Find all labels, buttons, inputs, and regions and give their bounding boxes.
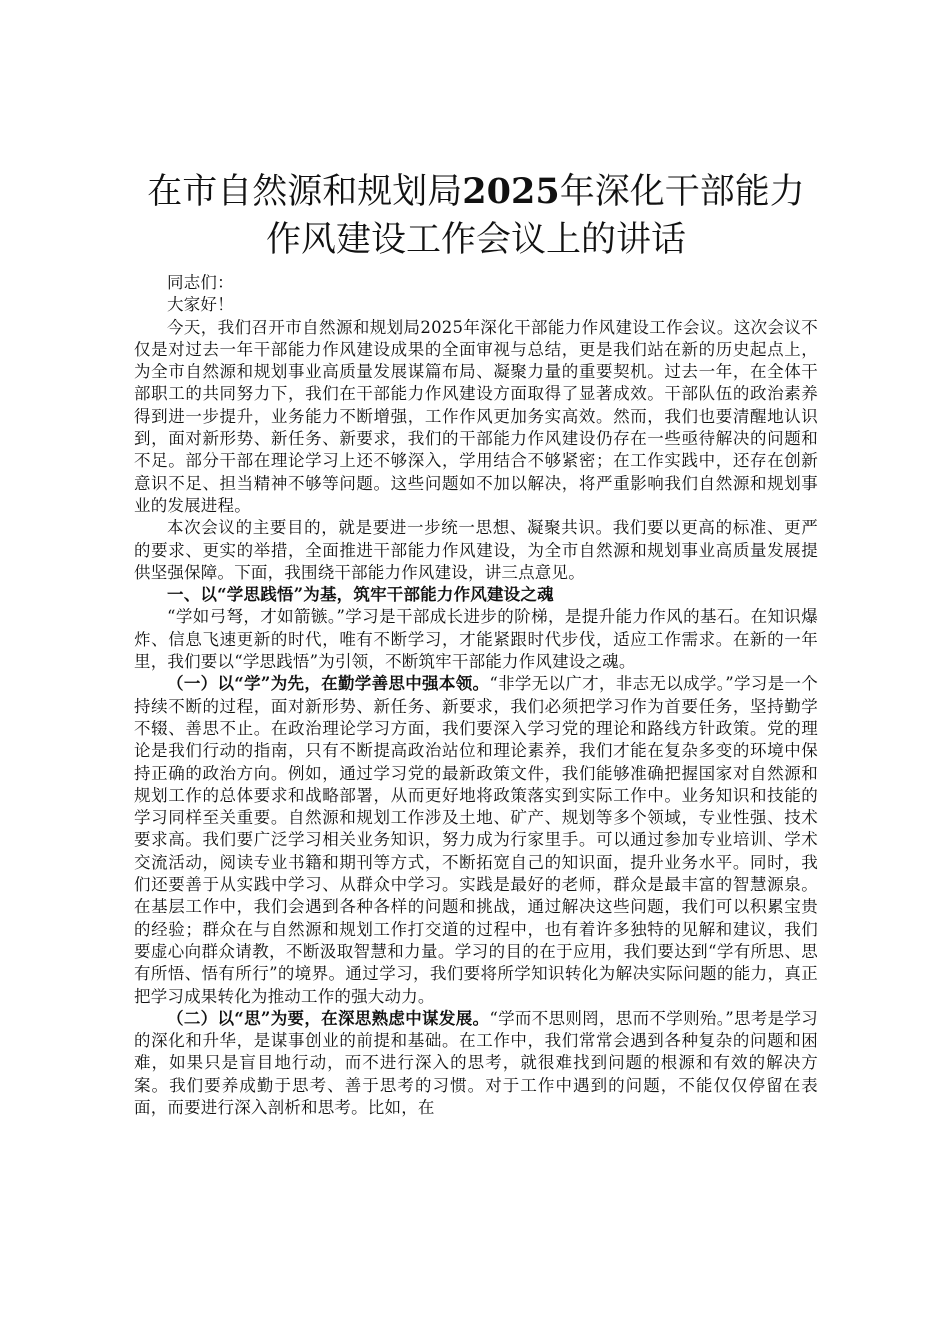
document-content	[134, 168, 818, 1119]
title-part-2: 年深化干部能力作风建设工作会议上的讲话	[265, 172, 805, 260]
subsection-2-text: “学而不思则罔，思而不学则殆。”思考是学习的深化和升华，是谋事创业的前提和基础。在工作中，我们常常会遇到各种复杂的问题和困难，如果只是盲目地行动，而不进行深入的思考，就很难找到问题的根源和有效的解决方案。我们要养成勤于思考、善于思考的习惯。对于工作中遇到的问题，不能仅仅停留在表面，而要进行深入剖析和思考。比如，在	[134, 1008, 818, 1117]
document-title	[134, 168, 818, 264]
section-heading-1: 一、以“学思践悟”为基，筑牢干部能力作风建设之魂	[167, 585, 554, 605]
paragraph-intro: 今天，我们召开市自然源和规划局2025年深化干部能力作风建设工作会议。这次会议不仅是对过去一年干部能力作风建设成果的全面审视与总结，更是我们站在新的历史起点上，为全市自然源和规划事业高质量发展谋篇布局、凝聚力量的重要契机。过去一年，在全体干部职工的共同努力下，我们在干部能力作风建设方面取得了显著成效。干部队伍的政治素养得到进一步提升，业务能力不断增强，工作作风更加务实高效。然而，我们也要清醒地认识到，面对新形势、新任务、新要求，我们的干部能力作风建设仍存在一些亟待解决的问题和不足。部分干部在理论学习上还不够深入，学用结合不够紧密；在工作实践中，还存在创新意识不足、担当精神不够等问题。这些问题如不加以解决，将严重影响我们自然源和规划事业的发展进程。	[134, 317, 818, 515]
paragraph-purpose: 本次会议的主要目的，就是要进一步统一思想、凝聚共识。我们要以更高的标准、更严的要求、更实的举措，全面推进干部能力作风建设，为全市自然源和规划事业高质量发展提供坚强保障。下面，我围绕干部能力作风建设，讲三点意见。	[134, 518, 818, 582]
subsection-1-lead: （一）以“学”为先，在勤学善思中强本领。	[167, 674, 490, 694]
document-body	[134, 272, 818, 1119]
paragraph-section-1-intro: “学如弓弩，才如箭镞。”学习是干部成长进步的阶梯，是提升能力作风的基石。在知识爆炸、信息飞速更新的时代，唯有不断学习，才能紧跟时代步伐，适应工作需求。在新的一年里，我们要以“学思践悟”为引领，不断筑牢干部能力作风建设之魂。	[134, 607, 818, 672]
greeting-2: 大家好！	[167, 295, 234, 315]
paragraph-subsection-1	[134, 673, 818, 1007]
greeting: 同志们：	[167, 273, 234, 292]
subsection-2-lead: （二）以“思”为要，在深思熟虑中谋发展。	[167, 1008, 490, 1028]
title-year: 2025	[462, 171, 560, 212]
title-part-1: 在市自然源和规划局	[147, 172, 463, 212]
paragraph-subsection-2	[134, 1008, 818, 1119]
subsection-1-text: “非学无以广才，非志无以成学。”学习是一个持续不断的过程，面对新形势、新任务、新要求，我们必须把学习作为首要任务，坚持勤学不辍、善思不止。在政治理论学习方面，我们要深入学习党的理论和路线方针政策。党的理论是我们行动的指南，只有不断提高政治站位和理论素养，我们才能在复杂多变的环境中保持正确的政治方向。例如，通过学习党的最新政策文件，我们能够准确把握国家对自然源和规划工作的总体要求和战略部署，从而更好地将政策落实到实际工作中。业务知识和技能的学习同样至关重要。自然源和规划工作涉及土地、矿产、规划等多个领域，专业性强、技术要求高。我们要广泛学习相关业务知识，努力成为行家里手。可以通过参加专业培训、学术交流活动，阅读专业书籍和期刊等方式，不断拓宽自己的知识面，提升业务水平。同时，我们还要善于从实践中学习、从群众中学习。实践是最好的老师，群众是最丰富的智慧源泉。在基层工作中，我们会遇到各种各样的问题和挑战，通过解决这些问题，我们可以积累宝贵的经验；群众在与自然源和规划工作打交道的过程中，也有着许多独特的见解和建议，我们要虚心向群众请教，不断汲取智慧和力量。学习的目的在于应用，我们要达到“学有所思、思有所悟、悟有所行”的境界。通过学习，我们要将所学知识转化为解决实际问题的能力，真正把学习成果转化为推动工作的强大动力。	[134, 674, 818, 1006]
